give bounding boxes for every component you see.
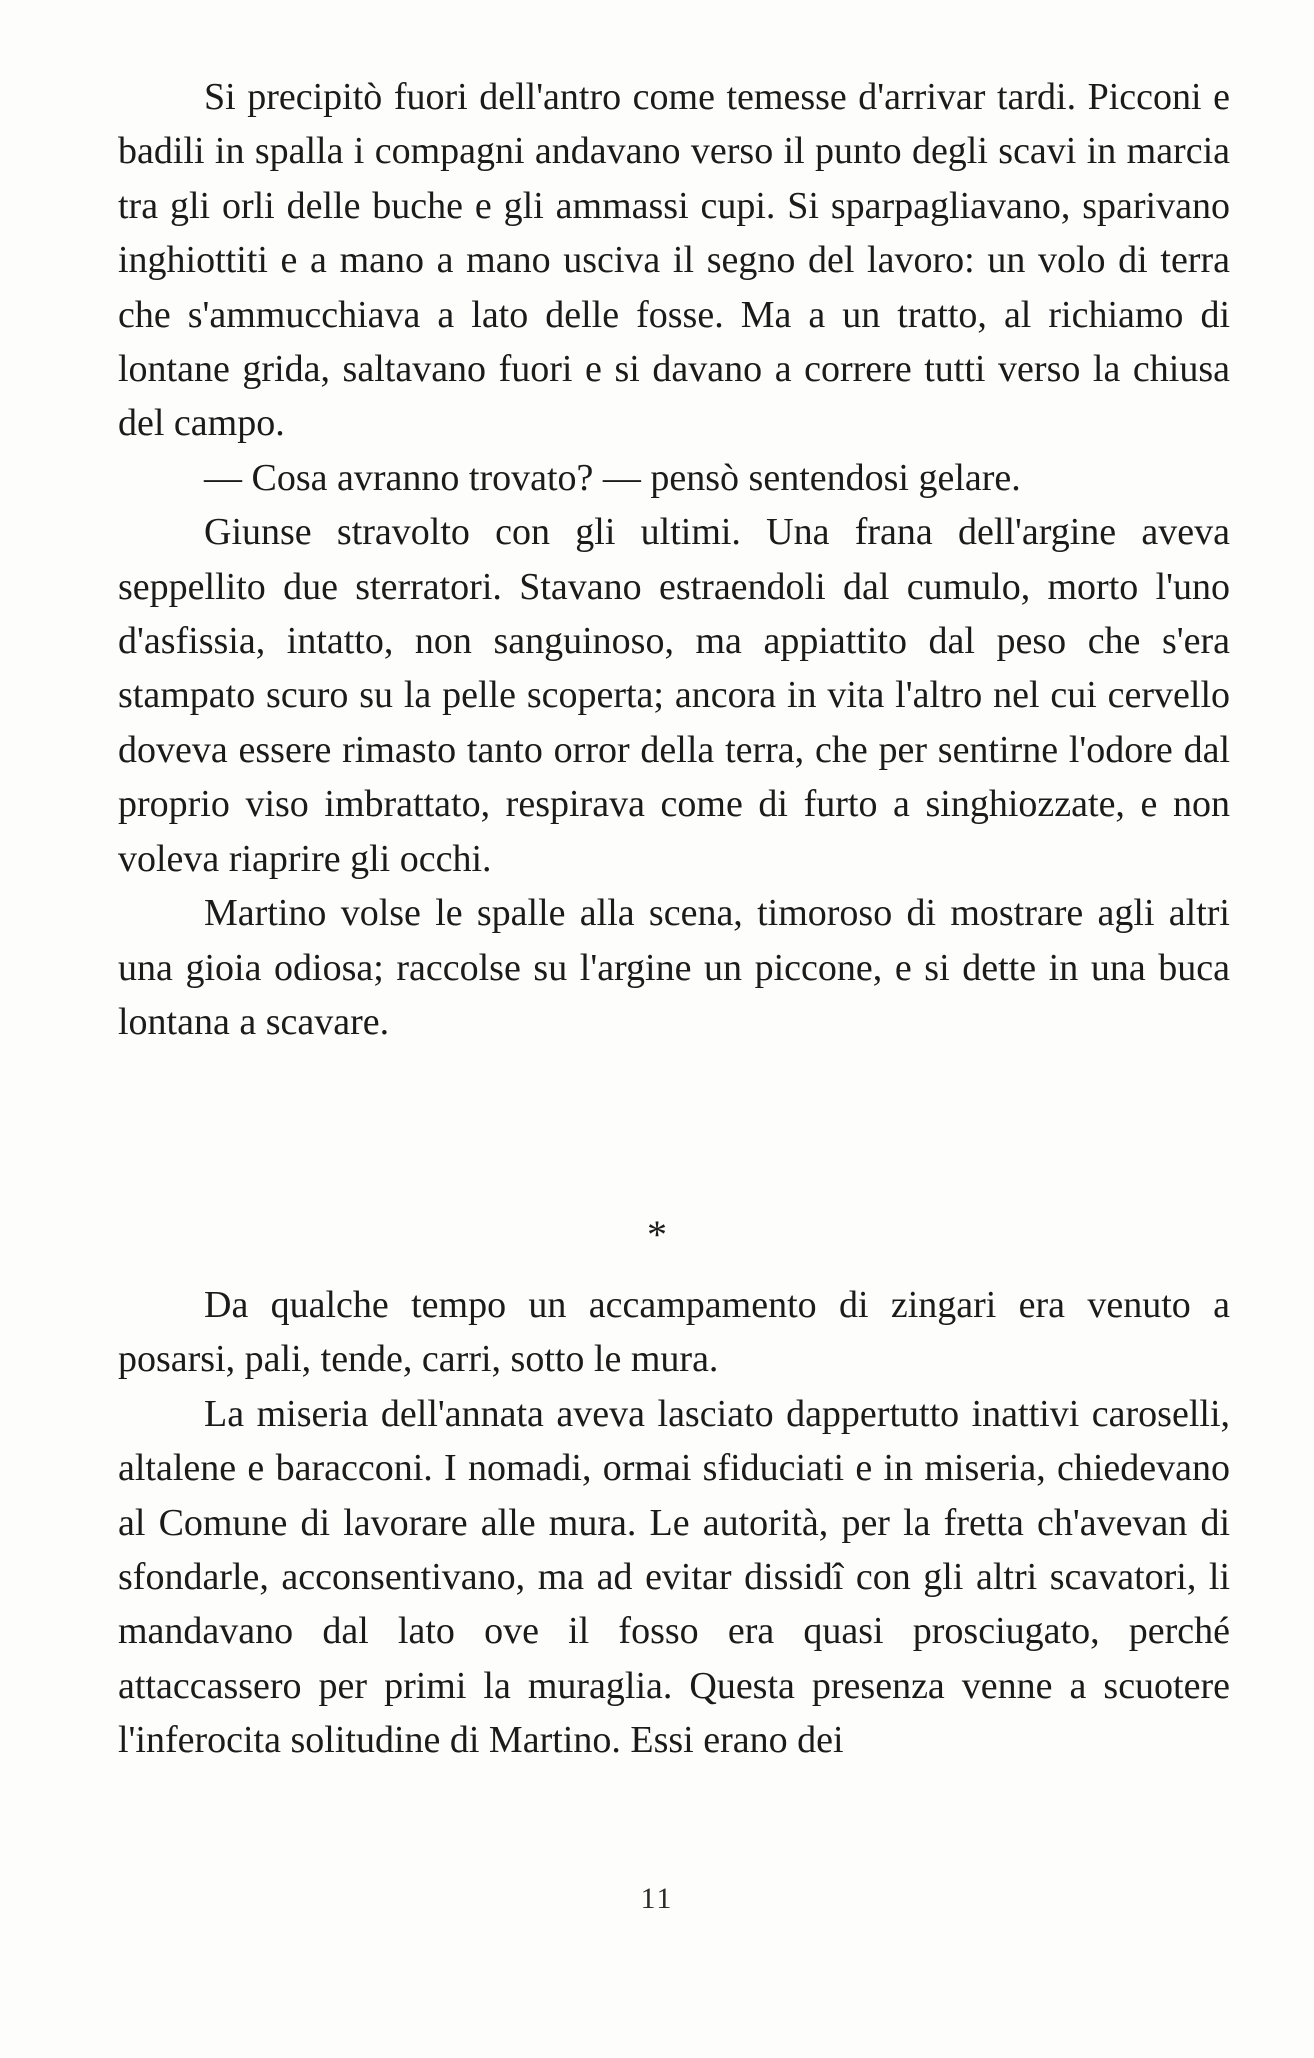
paragraph: Giunse stravolto con gli ultimi. Una frana dell'argine aveva seppellito due sterratori. Stavano estraendoli dal cumulo, morto l'uno d'asfissia, intatto, non sanguinoso, ma appiattito dal peso che s'era stampato scuro su la pelle scoperta; ancora in vita l'altro nel cui cervello doveva essere rimasto tanto orror della terra, che per sentirne l'odore dal proprio viso imbrattato, respirava come di furto a singhiozzate, e non voleva riaprire gli occhi. xyxy=(118,511,1230,880)
paragraph: Si precipitò fuori dell'antro come temesse d'arrivar tardi. Picconi e badili in spalla i compagni andavano verso il punto degli scavi in marcia tra gli orli delle buche e gli ammassi cupi. Si sparpagliavano, sparivano inghiottiti e a mano a mano usciva il segno del lavoro: un volo di terra che s'ammucchiava a lato delle fosse. Ma a un tratto, al richiamo di lontane grida, saltavano fuori e si davano a correre tutti verso la chiusa del campo. xyxy=(118,76,1230,445)
paragraph: — Cosa avranno trovato? — pensò sentendosi gelare. xyxy=(204,456,1021,499)
paragraph: Martino volse le spalle alla scena, timoroso di mostrare agli altri una gioia odiosa; raccolse su l'argine un piccone, e si dette in una buca lontana a scavare. xyxy=(118,892,1230,1043)
page-number: 11 xyxy=(640,1882,674,1915)
paragraph: La miseria dell'annata aveva lasciato dappertutto inattivi caroselli, altalene e baracconi. I nomadi, ormai sfiduciati e in miseria, chiedevano al Comune di lavorare alle mura. Le autorità, per la fretta ch'avevan di sfondarle, acconsentivano, ma ad evitar dissidî con gli altri scavatori, li mandavano dal lato ove il fosso era quasi prosciugato, perché attaccassero per primi la muraglia. Questa presenza venne a scuotere l'inferocita solitudine di Martino. Essi erano dei xyxy=(118,1392,1230,1762)
section-break: * xyxy=(647,1212,667,1257)
paragraph: Da qualche tempo un accampamento di zingari era venuto a posarsi, pali, tende, carri, sotto le mura. xyxy=(118,1284,1230,1381)
text-section-1 xyxy=(118,70,1230,1049)
text-section-2 xyxy=(118,1278,1230,1768)
